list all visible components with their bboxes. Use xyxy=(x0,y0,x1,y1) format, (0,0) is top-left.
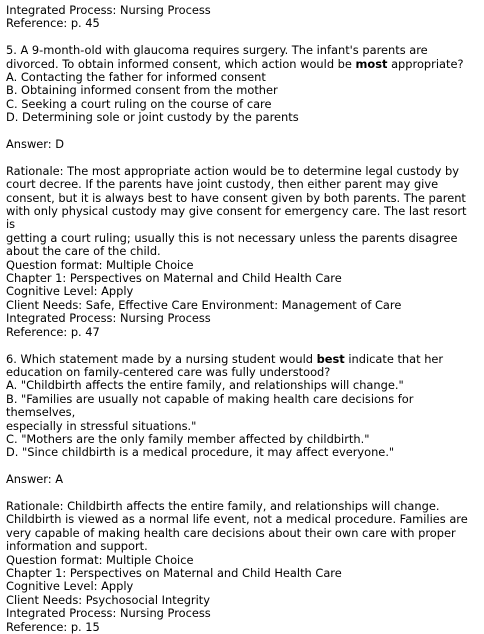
emphasis-most: most xyxy=(356,57,388,71)
question-6 xyxy=(6,353,478,634)
question-5-option-b: B. Obtaining informed consent from the mother xyxy=(6,84,478,97)
question-6-rationale-line-2: Childbirth is viewed as a normal life event, not a medical procedure. Families are xyxy=(6,513,478,526)
question-6-option-d: D. "Since childbirth is a medical procedure, it may affect everyone." xyxy=(6,446,478,459)
integrated-process-line: Integrated Process: Nursing Process xyxy=(6,4,478,17)
question-6-option-b: B. "Families are usually not capable of making health care decisions for themselves, xyxy=(6,393,478,420)
question-5-format: Question format: Multiple Choice xyxy=(6,259,478,272)
question-5-stem-line-2: divorced. To obtain informed consent, which action would be most appropriate? xyxy=(6,58,478,71)
question-6-chapter: Chapter 1: Perspectives on Maternal and Child Health Care xyxy=(6,567,478,580)
question-6-rationale-line-4: information and support. xyxy=(6,540,478,553)
question-5-rationale-line-6: about the care of the child. xyxy=(6,245,478,258)
emphasis-best: best xyxy=(317,352,345,366)
question-5-integrated-process: Integrated Process: Nursing Process xyxy=(6,312,478,325)
question-5-reference: Reference: p. 47 xyxy=(6,326,478,339)
question-5-rationale-line-5: getting a court ruling; usually this is not necessary unless the parents disagree xyxy=(6,232,478,245)
question-6-option-b-continued: especially in stressful situations." xyxy=(6,420,478,433)
question-5-rationale-line-4: with only physical custody may give consent for emergency care. The last resort is xyxy=(6,205,478,232)
question-6-stem-line-1: 6. Which statement made by a nursing student would best indicate that her xyxy=(6,353,478,366)
previous-question-meta xyxy=(6,4,478,31)
question-6-option-c: C. "Mothers are the only family member affected by childbirth." xyxy=(6,433,478,446)
question-5-rationale-line-3: consent, but it is always best to have consent given by both parents. The parent xyxy=(6,192,478,205)
question-6-rationale-line-3: very capable of making health care decisions about their own care with proper xyxy=(6,527,478,540)
question-5-rationale-line-1: Rationale: The most appropriate action would be to determine legal custody by xyxy=(6,165,478,178)
question-6-answer: Answer: A xyxy=(6,473,478,486)
question-5-chapter: Chapter 1: Perspectives on Maternal and Child Health Care xyxy=(6,272,478,285)
question-5 xyxy=(6,44,478,339)
document-body xyxy=(6,4,478,634)
question-5-stem-line-1: 5. A 9-month-old with glaucoma requires surgery. The infant's parents are xyxy=(6,44,478,57)
question-6-client-needs: Client Needs: Psychosocial Integrity xyxy=(6,594,478,607)
question-5-rationale-line-2: court decree. If the parents have joint custody, then either parent may give xyxy=(6,178,478,191)
question-5-client-needs: Client Needs: Safe, Effective Care Environment: Management of Care xyxy=(6,299,478,312)
reference-line: Reference: p. 45 xyxy=(6,17,478,30)
question-6-option-a: A. "Childbirth affects the entire family, and relationships will change." xyxy=(6,379,478,392)
question-5-answer: Answer: D xyxy=(6,138,478,151)
question-6-reference: Reference: p. 15 xyxy=(6,621,478,634)
question-5-option-a: A. Contacting the father for informed consent xyxy=(6,71,478,84)
question-6-cognitive-level: Cognitive Level: Apply xyxy=(6,580,478,593)
question-6-rationale-line-1: Rationale: Childbirth affects the entire family, and relationships will change. xyxy=(6,500,478,513)
question-5-cognitive-level: Cognitive Level: Apply xyxy=(6,285,478,298)
question-6-stem-line-2: education on family-centered care was fully understood? xyxy=(6,366,478,379)
question-5-option-c: C. Seeking a court ruling on the course of care xyxy=(6,98,478,111)
question-6-format: Question format: Multiple Choice xyxy=(6,554,478,567)
question-5-option-d: D. Determining sole or joint custody by the parents xyxy=(6,111,478,124)
question-6-integrated-process: Integrated Process: Nursing Process xyxy=(6,607,478,620)
